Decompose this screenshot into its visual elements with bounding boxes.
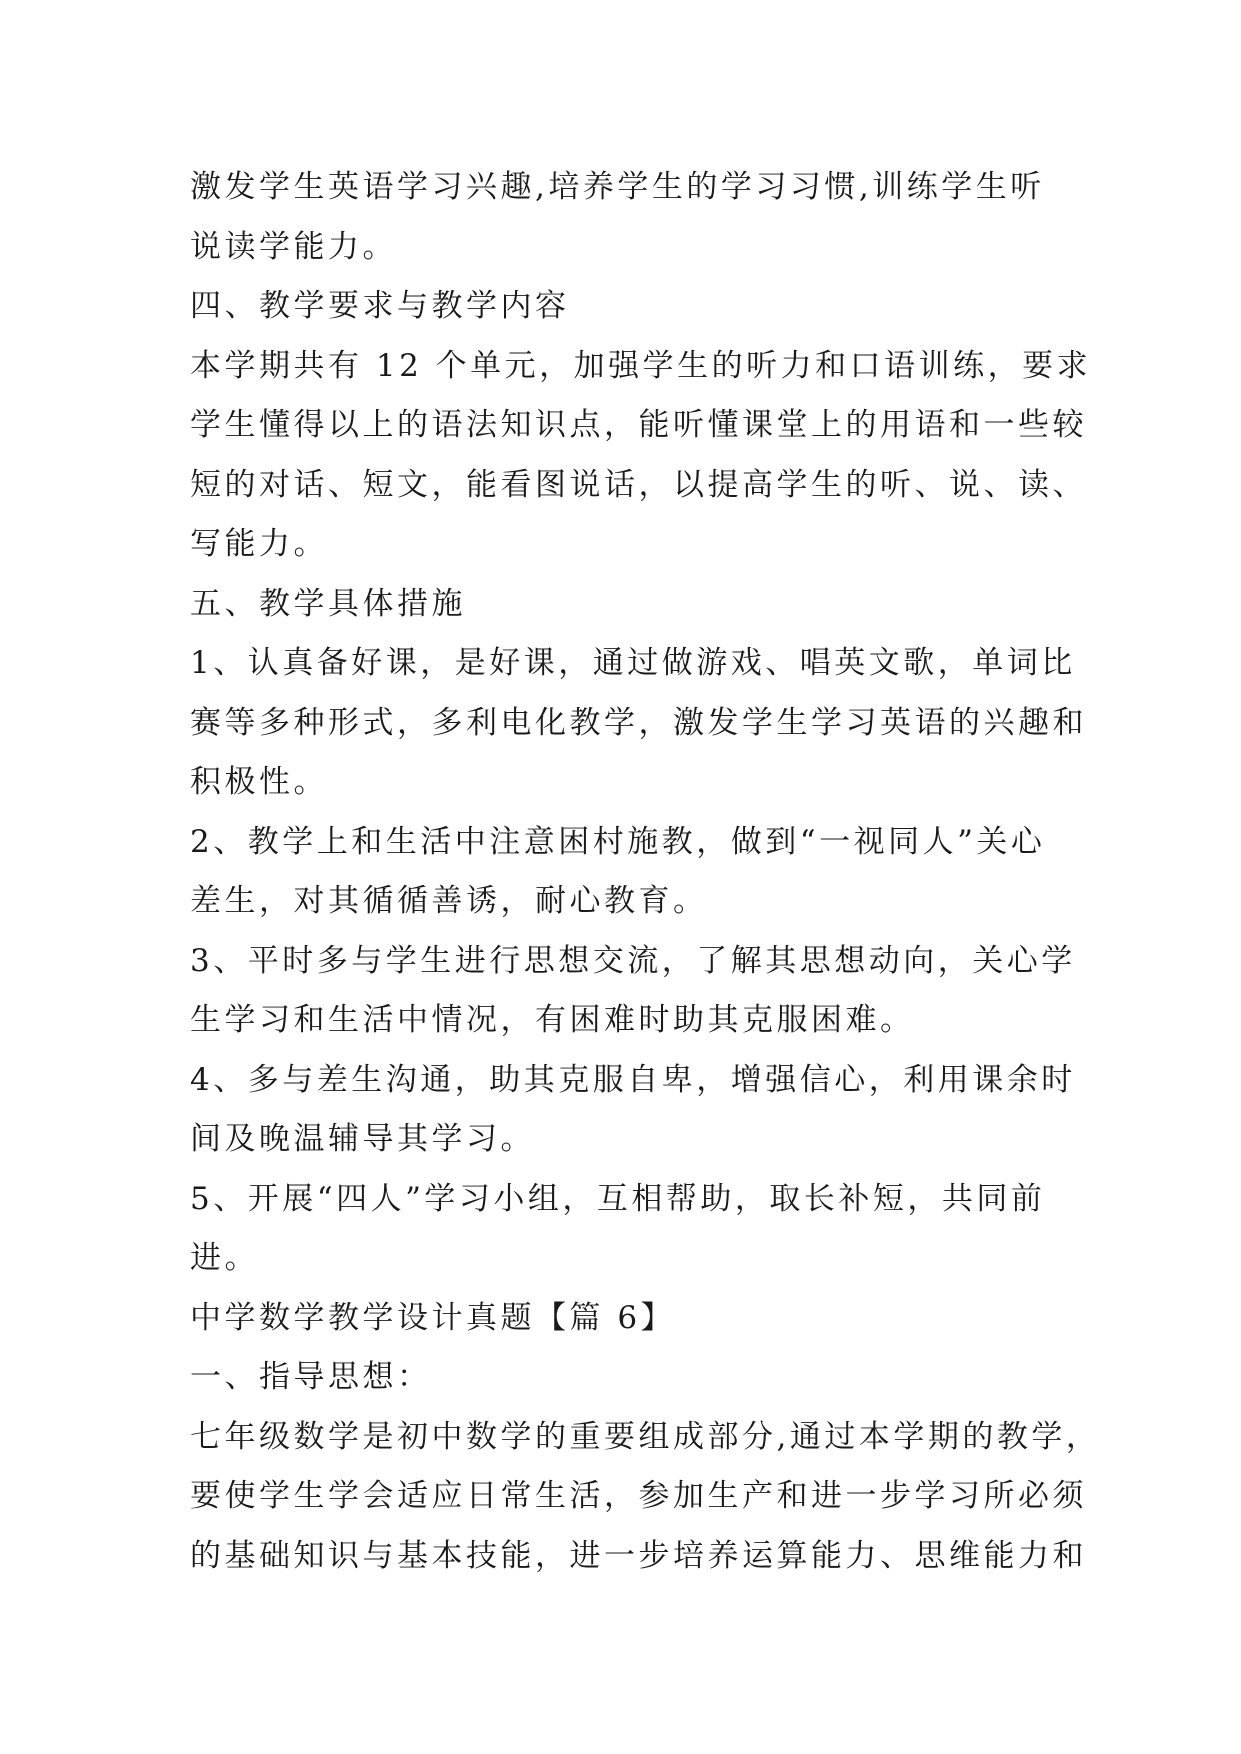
list-item-line: 赛等多种形式，多利电化教学，激发学生学习英语的兴趣和 [190,704,1087,741]
paragraph-line: 的基础知识与基本技能，进一步培养运算能力、思维能力和 [190,1537,1087,1574]
list-item-line: 5、开展“四人”学习小组，互相帮助，取长补短，共同前 [190,1180,1046,1217]
list-item-line: 积极性。 [190,764,328,800]
list-item-line: 生学习和生活中情况，有困难时助其克服困难。 [190,1002,915,1038]
list-item-line: 1、认真备好课，是好课，通过做游戏、唱英文歌，单词比 [190,645,1076,681]
list-item-line: 差生，对其循循善诱，耐心教育。 [190,883,708,919]
list-item-line: 进。 [190,1240,259,1276]
section-heading: 四、教学要求与教学内容 [190,288,570,324]
paragraph-line: 本学期共有 12 个单元，加强学生的听力和口语训练，要求 [190,347,1092,384]
list-item-line: 2、教学上和生活中注意困村施教，做到“一视同人”关心 [190,823,1046,860]
article-title: 中学数学教学设计真题【篇 6】 [190,1299,676,1336]
paragraph-line: 要使学生学会适应日常生活，参加生产和进一步学习所必须 [190,1478,1087,1514]
paragraph-line: 说读学能力。 [190,228,397,265]
paragraph-line: 学生懂得以上的语法知识点，能听懂课堂上的用语和一些较 [190,407,1087,443]
paragraph-line: 七年级数学是初中数学的重要组成部分,通过本学期的教学， [190,1418,1101,1455]
document-body [190,158,1101,1586]
paragraph-line: 写能力。 [190,526,328,562]
paragraph-line: 激发学生英语学习兴趣,培养学生的学习习惯,训练学生听 [190,169,1045,205]
section-heading: 五、教学具体措施 [190,585,466,622]
list-item-line: 3、平时多与学生进行思想交流，了解其思想动向，关心学 [190,942,1076,979]
section-heading: 一、指导思想： [190,1359,432,1395]
paragraph-line: 短的对话、短文，能看图说话，以提高学生的听、说、读、 [190,466,1087,503]
list-item-line: 4、多与差生沟通，助其克服自卑，增强信心，利用课余时 [190,1061,1076,1098]
list-item-line: 间及晚温辅导其学习。 [190,1121,535,1157]
